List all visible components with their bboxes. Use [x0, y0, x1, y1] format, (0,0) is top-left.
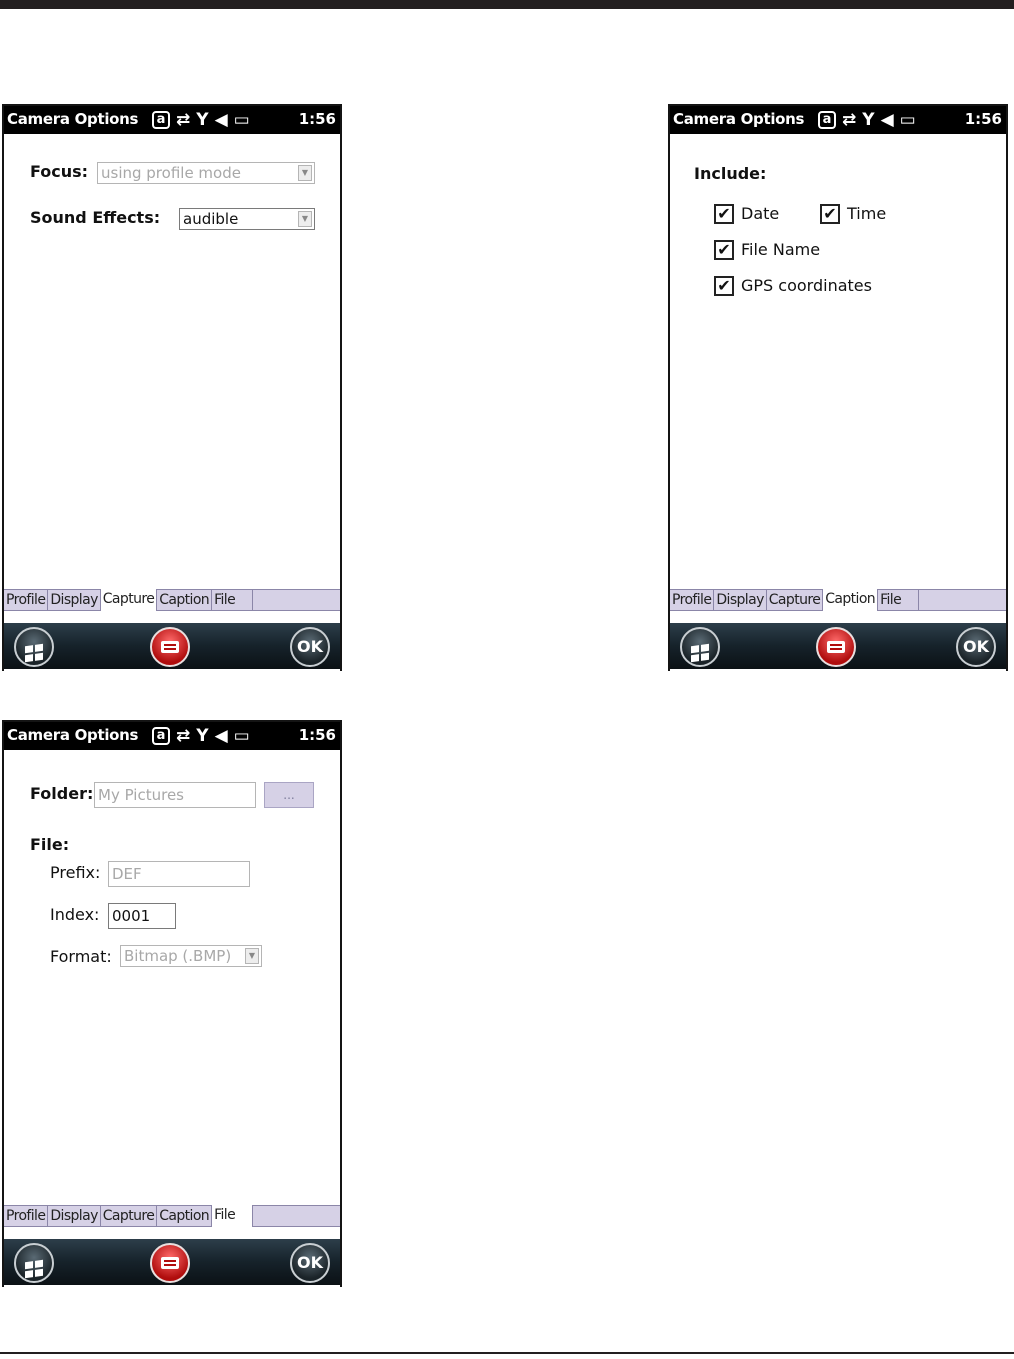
folder-value: My Pictures — [98, 786, 184, 804]
window-title: Camera Options — [673, 110, 805, 128]
sync-arrows-icon: ⇄ — [176, 726, 191, 746]
form-area — [670, 134, 1006, 589]
time-checkbox[interactable]: ✔ — [820, 204, 840, 224]
keyboard-icon — [827, 641, 845, 653]
ok-button[interactable]: OK — [290, 627, 330, 667]
prefix-label: Prefix: — [50, 863, 101, 882]
phone-screen-caption — [668, 104, 1008, 671]
tab-profile[interactable]: Profile — [4, 1206, 48, 1226]
windows-start-button[interactable] — [14, 627, 54, 667]
keyboard-button[interactable] — [816, 627, 856, 667]
status-bar — [670, 106, 1006, 134]
index-field[interactable] — [108, 903, 176, 929]
tab-caption[interactable]: Caption — [157, 1206, 212, 1226]
windows-start-icon — [25, 1260, 43, 1279]
speaker-muted-icon: ◀ — [214, 110, 228, 130]
date-checkbox[interactable]: ✔ — [714, 204, 734, 224]
file-name-label: File Name — [741, 240, 821, 259]
focus-value: using profile mode — [101, 164, 241, 182]
a-icon: a — [818, 111, 836, 129]
soft-key-bar — [670, 623, 1006, 669]
ok-button[interactable]: OK — [290, 1243, 330, 1283]
soft-key-bar — [4, 1239, 340, 1285]
tab-display[interactable]: Display — [714, 590, 766, 610]
prefix-field[interactable] — [108, 861, 250, 887]
tab-caption[interactable]: Caption — [157, 590, 212, 610]
page-header-rule — [0, 0, 1014, 9]
tab-profile[interactable]: Profile — [4, 590, 48, 610]
folder-field[interactable] — [94, 782, 256, 808]
tab-strip — [4, 589, 340, 611]
window-title: Camera Options — [7, 726, 139, 744]
tab-strip — [670, 589, 1006, 611]
status-bar — [4, 106, 340, 134]
index-value: 0001 — [112, 907, 151, 925]
clock: 1:56 — [964, 110, 1002, 128]
keyboard-button[interactable] — [150, 627, 190, 667]
sync-arrows-icon: ⇄ — [842, 110, 857, 130]
speaker-muted-icon: ◀ — [880, 110, 894, 130]
time-label: Time — [847, 204, 887, 223]
file-name-checkbox[interactable]: ✔ — [714, 240, 734, 260]
windows-start-icon — [691, 644, 709, 663]
tab-capture[interactable]: Capture — [101, 589, 157, 611]
form-area — [4, 134, 340, 589]
include-label: Include: — [694, 164, 767, 183]
signal-icon: Y — [196, 726, 209, 746]
index-label: Index: — [50, 905, 100, 924]
battery-icon: ▭ — [899, 110, 916, 130]
status-bar — [4, 722, 340, 750]
date-label: Date — [741, 204, 780, 223]
keyboard-button[interactable] — [150, 1243, 190, 1283]
tab-strip — [4, 1205, 340, 1227]
window-title: Camera Options — [7, 110, 139, 128]
tab-capture[interactable]: Capture — [101, 1206, 157, 1226]
battery-icon: ▭ — [233, 726, 250, 746]
tab-profile[interactable]: Profile — [670, 590, 714, 610]
tab-display[interactable]: Display — [48, 1206, 100, 1226]
prefix-value: DEF — [112, 865, 142, 883]
tab-file[interactable]: File — [878, 590, 919, 610]
tab-file[interactable]: File — [212, 1205, 253, 1227]
sound-effects-label: Sound Effects: — [30, 208, 161, 227]
phone-screen-capture — [2, 104, 342, 671]
sound-effects-dropdown[interactable] — [179, 208, 315, 230]
soft-key-bar — [4, 623, 340, 669]
gps-coordinates-checkbox[interactable]: ✔ — [714, 276, 734, 296]
a-icon: a — [152, 111, 170, 129]
tab-display[interactable]: Display — [48, 590, 100, 610]
browse-folder-button[interactable]: ... — [264, 782, 314, 808]
folder-label: Folder: — [30, 784, 94, 803]
signal-icon: Y — [196, 110, 209, 130]
clock: 1:56 — [298, 726, 336, 744]
format-value: Bitmap (.BMP) — [124, 947, 232, 965]
tab-file[interactable]: File — [212, 590, 253, 610]
sync-arrows-icon: ⇄ — [176, 110, 191, 130]
windows-start-button[interactable] — [14, 1243, 54, 1283]
tab-capture[interactable]: Capture — [767, 590, 823, 610]
windows-start-button[interactable] — [680, 627, 720, 667]
chevron-down-icon: ▼ — [298, 211, 312, 227]
a-icon: a — [152, 727, 170, 745]
ok-button[interactable]: OK — [956, 627, 996, 667]
page-footer-rule — [0, 1352, 1014, 1354]
chevron-down-icon: ▼ — [298, 165, 312, 181]
windows-start-icon — [25, 644, 43, 663]
focus-label: Focus: — [30, 162, 89, 181]
gps-coordinates-label: GPS coordinates — [741, 276, 872, 295]
speaker-muted-icon: ◀ — [214, 726, 228, 746]
focus-dropdown[interactable] — [97, 162, 315, 184]
chevron-down-icon: ▼ — [245, 948, 259, 964]
keyboard-icon — [161, 1257, 179, 1269]
file-section-label: File: — [30, 835, 70, 854]
format-label: Format: — [50, 947, 112, 966]
battery-icon: ▭ — [233, 110, 250, 130]
clock: 1:56 — [298, 110, 336, 128]
sound-effects-value: audible — [183, 210, 239, 228]
keyboard-icon — [161, 641, 179, 653]
phone-screen-file — [2, 720, 342, 1287]
signal-icon: Y — [862, 110, 875, 130]
form-area — [4, 750, 340, 1205]
format-dropdown[interactable] — [120, 945, 262, 967]
tab-caption[interactable]: Caption — [823, 589, 878, 611]
